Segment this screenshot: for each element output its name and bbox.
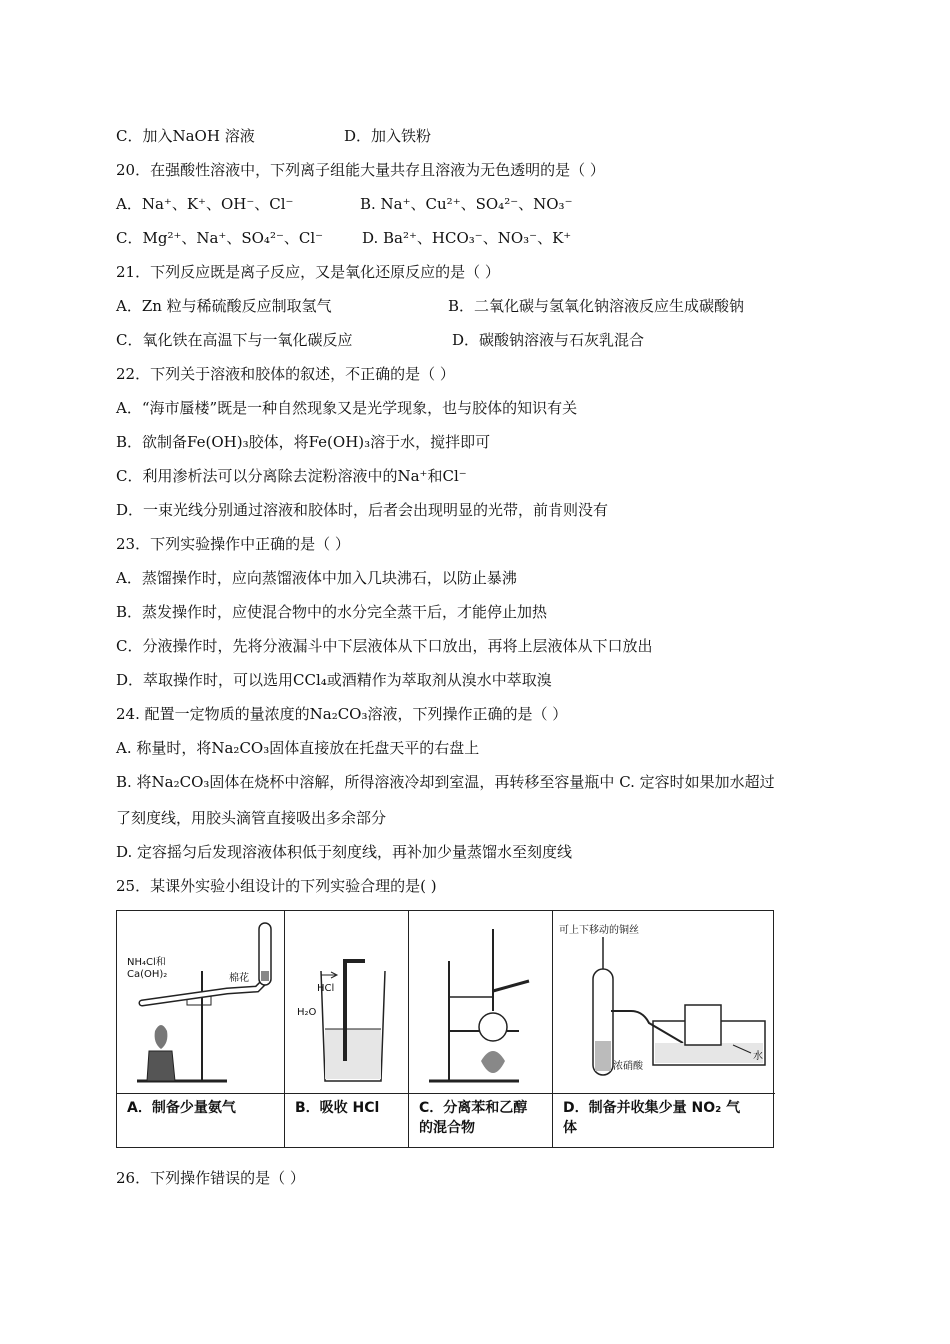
q22-option-a: A．“海市蜃楼”既是一种自然现象又是光学现象，也与胶体的知识有关 bbox=[116, 399, 578, 417]
q21-stem: 21．下列反应既是离子反应，又是氧化还原反应的是（ ） bbox=[116, 263, 500, 281]
panel-c bbox=[409, 911, 553, 1147]
apparatus-a-drawing bbox=[117, 911, 285, 1093]
q26-stem: 26．下列操作错误的是（ ） bbox=[116, 1169, 305, 1187]
q24-option-d: D. 定容摇匀后发现溶液体积低于刻度线，再补加少量蒸馏水至刻度线 bbox=[116, 843, 573, 861]
panel-b bbox=[285, 911, 409, 1147]
q20-stem: 20．在强酸性溶液中，下列离子组能大量共存且溶液为无色透明的是（ ） bbox=[116, 161, 605, 179]
q21-option-b: B．二氧化碳与氢氧化钠溶液反应生成碳酸钠 bbox=[448, 297, 745, 315]
q21-option-a: A．Zn 粒与稀硫酸反应制取氢气 bbox=[116, 297, 332, 315]
panel-a bbox=[117, 911, 285, 1147]
apparatus-d-drawing bbox=[553, 911, 775, 1093]
q24-option-a: A. 称量时，将Na₂CO₃固体直接放在托盘天平的右盘上 bbox=[116, 739, 480, 757]
q23-option-b: B．蒸发操作时，应使混合物中的水分完全蒸干后，才能停止加热 bbox=[116, 603, 548, 621]
q25-stem: 25．某课外实验小组设计的下列实验合理的是( ) bbox=[116, 877, 437, 895]
q23-stem: 23．下列实验操作中正确的是（ ） bbox=[116, 535, 350, 553]
label-water: H₂O bbox=[297, 1007, 317, 1018]
q21-option-d: D．碳酸钠溶液与石灰乳混合 bbox=[452, 331, 645, 349]
label-hcl: HCl bbox=[317, 983, 335, 994]
apparatus-b-drawing bbox=[285, 911, 409, 1093]
label-water-d: 水 bbox=[753, 1051, 763, 1062]
q22-option-b: B．欲制备Fe(OH)₃胶体，将Fe(OH)₃溶于水，搅拌即可 bbox=[116, 433, 491, 451]
label-reagent-2: Ca(OH)₂ bbox=[127, 969, 168, 980]
caption-b: B．吸收 HCl bbox=[285, 1093, 408, 1147]
q22-option-d: D．一束光线分别通过溶液和胶体时，后者会出现明显的光带，前肯则没有 bbox=[116, 501, 609, 519]
q20-option-b: B. Na⁺、Cu²⁺、SO₄²⁻、NO₃⁻ bbox=[360, 195, 573, 213]
q24-option-c-cont: 了刻度线，用胶头滴管直接吸出多余部分 bbox=[116, 809, 387, 827]
caption-c-line1: C．分离苯和乙醇 bbox=[419, 1100, 528, 1116]
caption-a: A．制备少量氨气 bbox=[117, 1093, 284, 1147]
q20-option-d: D. Ba²⁺、HCO₃⁻、NO₃⁻、K⁺ bbox=[362, 229, 572, 247]
label-nitric-acid: 浓硝酸 bbox=[613, 1061, 643, 1072]
q19-option-d: D．加入铁粉 bbox=[344, 127, 432, 145]
q20-option-c: C．Mg²⁺、Na⁺、SO₄²⁻、Cl⁻ bbox=[116, 229, 324, 247]
q23-option-d: D．萃取操作时，可以选用CCl₄或酒精作为萃取剂从溴水中萃取溴 bbox=[116, 671, 552, 689]
label-cotton: 棉花 bbox=[229, 973, 249, 984]
q24-option-b: B. 将Na₂CO₃固体在烧杯中溶解，所得溶液冷却到室温，再转移至容量瓶中 C. 定容时如果加水超过 bbox=[116, 773, 775, 791]
apparatus-c-drawing bbox=[409, 911, 553, 1093]
caption-c-line2: 的混合物 bbox=[419, 1120, 475, 1136]
q22-option-c: C．利用渗析法可以分离除去淀粉溶液中的Na⁺和Cl⁻ bbox=[116, 467, 467, 485]
label-reagent-1: NH₄Cl和 bbox=[127, 957, 166, 968]
q24-stem: 24. 配置一定物质的量浓度的Na₂CO₃溶液，下列操作正确的是（ ） bbox=[116, 705, 568, 723]
q25-figure bbox=[116, 910, 774, 1148]
q20-option-a: A．Na⁺、K⁺、OH⁻、Cl⁻ bbox=[116, 195, 294, 213]
label-copper-wire: 可上下移动的铜丝 bbox=[559, 925, 639, 936]
caption-d-line2: 体 bbox=[563, 1120, 577, 1136]
caption-d-line1: D．制备并收集少量 NO₂ 气 bbox=[563, 1100, 741, 1116]
caption-d bbox=[553, 1093, 775, 1147]
q23-option-c: C．分液操作时，先将分液漏斗中下层液体从下口放出，再将上层液体从下口放出 bbox=[116, 637, 653, 655]
q23-option-a: A．蒸馏操作时，应向蒸馏液体中加入几块沸石，以防止暴沸 bbox=[116, 569, 517, 587]
q22-stem: 22．下列关于溶液和胶体的叙述，不正确的是（ ） bbox=[116, 365, 455, 383]
panel-d bbox=[553, 911, 775, 1147]
q21-option-c: C．氧化铁在高温下与一氧化碳反应 bbox=[116, 331, 353, 349]
q19-option-c: C．加入NaOH 溶液 bbox=[116, 127, 255, 145]
caption-c bbox=[409, 1093, 552, 1147]
